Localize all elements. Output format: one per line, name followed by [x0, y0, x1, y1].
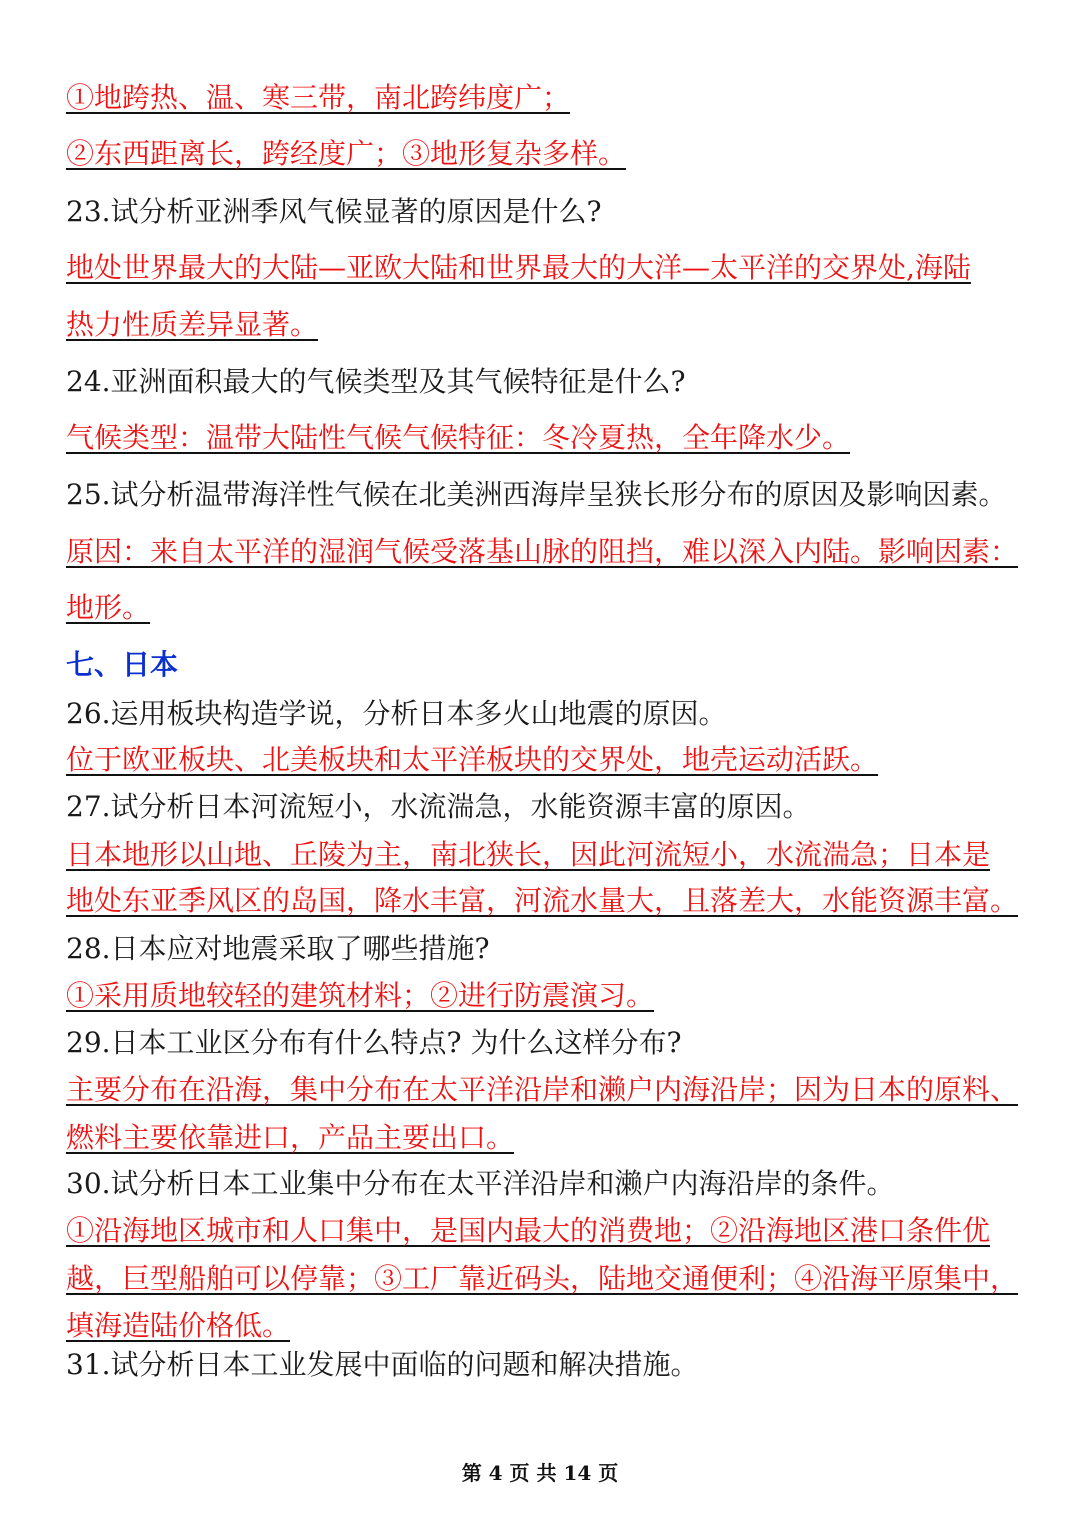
- question-27: 27.试分析日本河流短小，水流湍急，水能资源丰富的原因。: [66, 790, 811, 823]
- answer-line: 原因：来自太平洋的湿润气候受落基山脉的阻挡，难以深入内陆。影响因素：: [66, 535, 1019, 568]
- question-30: 30.试分析日本工业集中分布在太平洋沿岸和濑户内海沿岸的条件。: [66, 1167, 895, 1200]
- answer-line: 日本地形以山地、丘陵为主，南北狭长，因此河流短小，水流湍急；日本是: [66, 838, 991, 871]
- answer-line: 主要分布在沿海，集中分布在太平洋沿岸和濑户内海沿岸；因为日本的原料、: [66, 1073, 1019, 1106]
- answer-line: 燃料主要依靠进口，产品主要出口。: [66, 1121, 515, 1154]
- answer-line: ①地跨热、温、寒三带，南北跨纬度广；: [66, 81, 571, 114]
- question-29: 29.日本工业区分布有什么特点? 为什么这样分布?: [66, 1026, 682, 1059]
- answer-line: 位于欧亚板块、北美板块和太平洋板块的交界处，地壳运动活跃。: [66, 743, 879, 776]
- answer-line: 地形。: [66, 591, 151, 624]
- question-28: 28.日本应对地震采取了哪些措施?: [66, 932, 490, 965]
- answer-line: 地处世界最大的大陆—亚欧大陆和世界最大的大洋—太平洋的交界处,海陆: [66, 251, 971, 284]
- question-24: 24.亚洲面积最大的气候类型及其气候特征是什么?: [66, 365, 686, 398]
- answer-line: 越，巨型船舶可以停靠；③工厂靠近码头，陆地交通便利；④沿海平原集中，: [66, 1262, 1019, 1295]
- answer-line: ①沿海地区城市和人口集中，是国内最大的消费地；②沿海地区港口条件优: [66, 1214, 991, 1247]
- section-heading: 七、日本: [66, 648, 179, 681]
- question-25: 25.试分析温带海洋性气候在北美洲西海岸呈狭长形分布的原因及影响因素。: [66, 478, 1007, 511]
- answer-line: ②东西距离长，跨经度广；③地形复杂多样。: [66, 137, 627, 170]
- question-23: 23.试分析亚洲季风气候显著的原因是什么?: [66, 195, 602, 228]
- answer-line: ①采用质地较轻的建筑材料；②进行防震演习。: [66, 979, 655, 1012]
- answer-line: 填海造陆价格低。: [66, 1309, 291, 1342]
- answer-line: 地处东亚季风区的岛国，降水丰富，河流水量大，且落差大，水能资源丰富。: [66, 884, 1019, 917]
- page-number-footer: 第 4 页 共 14 页: [461, 1461, 619, 1485]
- question-31: 31.试分析日本工业发展中面临的问题和解决措施。: [66, 1348, 699, 1381]
- question-26: 26.运用板块构造学说，分析日本多火山地震的原因。: [66, 697, 727, 730]
- answer-line: 热力性质差异显著。: [66, 308, 319, 341]
- answer-line: 气候类型：温带大陆性气候气候特征：冬冷夏热，全年降水少。: [66, 421, 851, 454]
